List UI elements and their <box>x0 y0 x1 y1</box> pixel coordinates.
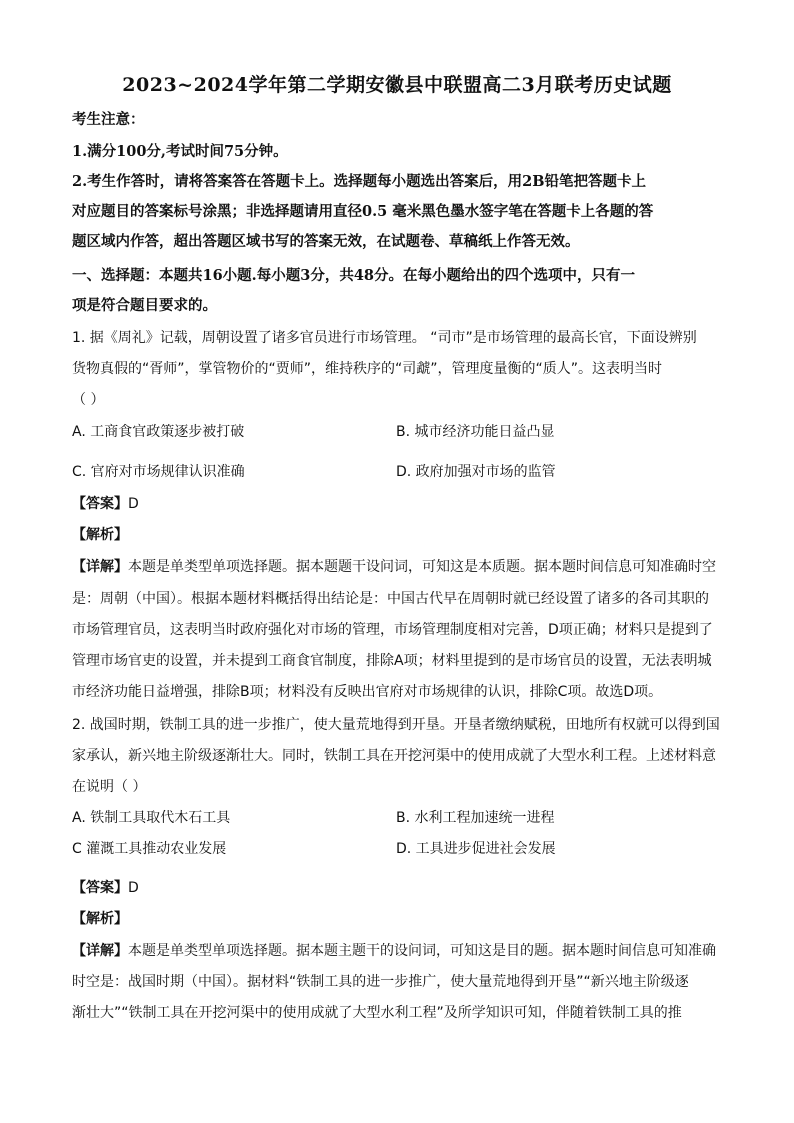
q1-detail-tag: 【详解】 <box>72 559 128 575</box>
q2-stem-line-2: 家承认，新兴地主阶级逐渐壮大。同时，铁制工具在开挖河渠中的使用成就了大型水利工程。上述材料意 <box>72 748 716 764</box>
q1-option-c: C. 官府对市场规律认识准确 <box>72 464 245 480</box>
q2-detail-text-1: 本题是单类型单项选择题。据本题主题干的设问词，可知这是目的题。据本题时间信息可知准确 <box>128 943 716 959</box>
q1-detail-line-3: 市场管理官员，这表明当时政府强化对市场的管理，市场管理制度相对完善，D项正确；材料只是提到了 <box>72 622 713 638</box>
q2-stem-line-3: 在说明（ ） <box>72 779 147 795</box>
q2-option-c: C 灌溉工具推动农业发展 <box>72 841 227 857</box>
q2-answer-value: D <box>128 880 139 896</box>
q2-analysis-tag: 【解析】 <box>72 911 128 927</box>
q1-detail-line-1 <box>72 557 722 577</box>
q2-answer-tag: 【答案】 <box>72 880 128 896</box>
q2-detail-line-1 <box>72 941 722 961</box>
q1-answer <box>72 494 722 514</box>
q1-detail-line-5: 市经济功能日益增强，排除B项；材料没有反映出官府对市场规律的认识，排除C项。故选D项。 <box>72 684 663 700</box>
page-title: 2023~2024学年第二学期安徽县中联盟高二3月联考历史试题 <box>122 74 672 96</box>
q1-answer-value: D <box>128 496 139 512</box>
q2-stem-line-1: 2. 战国时期，铁制工具的进一步推广，使大量荒地得到开垦。开垦者缴纳赋税，田地所有权就可以得到国 <box>72 717 720 733</box>
section-heading-line-2: 项是符合题目要求的。 <box>72 297 217 314</box>
notice-item-1: 1.满分100分,考试时间75分钟。 <box>72 143 288 160</box>
q2-option-b: B. 水利工程加速统一进程 <box>396 810 555 826</box>
q1-answer-tag: 【答案】 <box>72 496 128 512</box>
q2-detail-line-3: 渐壮大”“铁制工具在开挖河渠中的使用成就了大型水利工程”及所学知识可知，伴随着铁制工具的推 <box>72 1005 682 1021</box>
q1-detail-line-4: 管理市场官吏的设置，并未提到工商食官制度，排除A项；材料里提到的是市场官员的设置，无法表明城 <box>72 653 712 669</box>
q1-detail-text-1: 本题是单类型单项选择题。据本题题干设问词，可知这是本质题。据本题时间信息可知准确时空 <box>128 559 716 575</box>
q1-option-d: D. 政府加强对市场的监管 <box>396 464 556 480</box>
q1-stem-line-3: （ ） <box>72 392 105 408</box>
q1-analysis-tag: 【解析】 <box>72 527 128 543</box>
q1-stem-line-2: 货物真假的“胥师”，掌管物价的“贾师”，维持秩序的“司虣”，管理度量衡的“质人”。这表明当时 <box>72 361 663 377</box>
notice-item-2-line-1: 2.考生作答时，请将答案答在答题卡上。选择题每小题选出答案后，用2B铅笔把答题卡上 <box>72 173 646 190</box>
q1-detail-line-2: 是：周朝（中国）。根据本题材料概括得出结论是：中国古代早在周朝时就已经设置了诸多的各司其职的 <box>72 591 709 607</box>
q2-option-d: D. 工具进步促进社会发展 <box>396 841 556 857</box>
q2-detail-tag: 【详解】 <box>72 943 128 959</box>
q1-option-b: B. 城市经济功能日益凸显 <box>396 424 555 440</box>
q2-answer <box>72 878 722 898</box>
section-heading-line-1: 一、选择题：本题共16小题.每小题3分，共48分。在每小题给出的四个选项中，只有一 <box>72 267 635 284</box>
q2-detail-line-2: 时空是：战国时期（中国）。据材料“铁制工具的进一步推广，使大量荒地得到开垦”“新兴地主阶级逐 <box>72 974 689 990</box>
notice-item-2-line-3: 题区域内作答，超出答题区域书写的答案无效，在试题卷、草稿纸上作答无效。 <box>72 233 580 250</box>
q2-option-a: A. 铁制工具取代木石工具 <box>72 810 231 826</box>
notice-heading: 考生注意： <box>72 111 145 128</box>
notice-item-2-line-2: 对应题目的答案标号涂黑；非选择题请用直径0.5 毫米黑色墨水签字笔在答题卡上各题的答 <box>72 203 654 220</box>
q1-stem-line-1: 1. 据《周礼》记载，周朝设置了诸多官员进行市场管理。 “司市”是市场管理的最高长官，下面设辨别 <box>72 330 697 346</box>
q1-option-a: A. 工商食官政策逐步被打破 <box>72 424 245 440</box>
